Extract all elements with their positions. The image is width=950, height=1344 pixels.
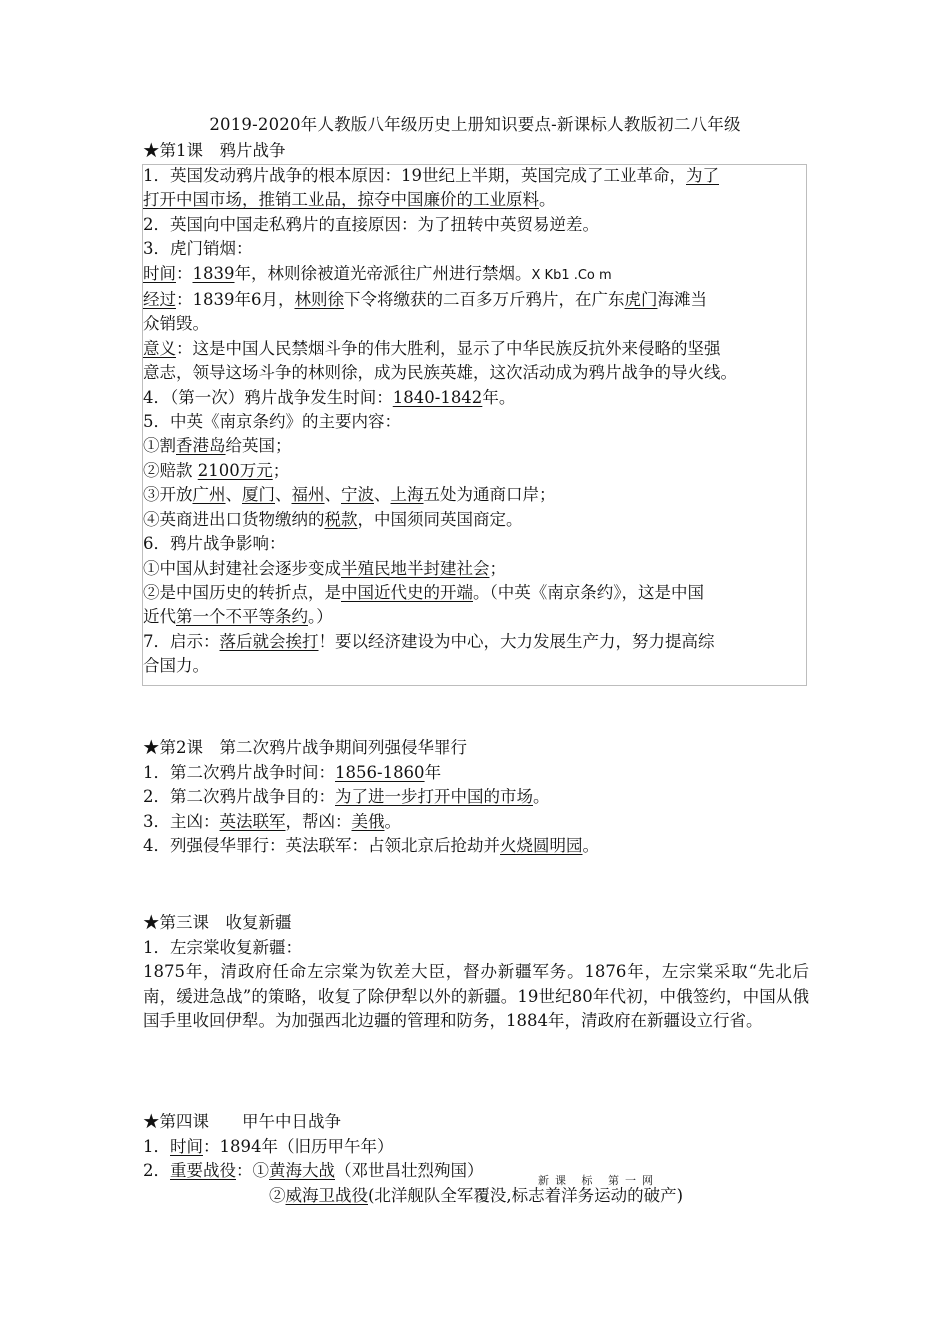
lesson1-time: 时间：1839年，林则徐被道光帝派往广州进行禁烟。X Kb1 .Co m [143, 263, 612, 283]
lesson1-content [143, 164, 811, 679]
lesson1-heading: ★第1课 鸦片战争 [143, 141, 286, 160]
lesson1-line6: 6．鸦片战争影响： [143, 534, 286, 554]
lesson1-line1: 1．英国发动鸦片战争的根本原因：19世纪上半期，英国完成了工业革命，为了 [143, 166, 719, 185]
document-title: 2019-2020年人教版八年级历史上册知识要点-新课标人教版初二八年级 [209, 115, 741, 134]
lesson3-heading: ★第三课 收复新疆 [143, 913, 292, 932]
lesson2-line4: 4．列强侵华罪行：英法联军：占领北京后抢劫并火烧圆明园。 [143, 836, 599, 856]
watermark-text: 新课 标 第一网 [538, 1174, 659, 1187]
lesson1-line7: 7．启示：落后就会挨打！要以经济建设为中心，大力发展生产力，努力提高综 [143, 631, 715, 651]
lesson2-content [143, 761, 811, 859]
lesson4-content [143, 1135, 811, 1208]
lesson4-line1: 1．时间：1894年（旧历甲午年） [143, 1137, 394, 1156]
treaty-item-4: ④英商进出口货物缴纳的税款，中国须同英国商定。 [143, 509, 523, 529]
lesson1-line4: 4．（第一次）鸦片战争发生时间：1840-1842年。 [143, 387, 516, 407]
lesson1-line3: 3．虎门销烟： [143, 239, 253, 259]
lesson1-line1-cont: 打开中国市场，推销工业品，掠夺中国廉价的工业原料。 [143, 190, 556, 210]
impact-item-2: ②是中国历史的转折点，是中国近代史的开端。（中英《南京条约》，这是中国 [143, 582, 704, 602]
lesson4-line3: ②威海卫战役(北洋舰队全军覆没,标志着洋务运动的破产) [269, 1185, 684, 1205]
treaty-item-1: ①割香港岛给英国； [143, 436, 292, 456]
lesson3-content [143, 936, 811, 1034]
treaty-item-3: ③开放广州、厦门、福州、宁波、上海五处为通商口岸； [143, 485, 556, 505]
lesson1-meaning-cont: 意志，领导这场斗争的林则徐，成为民族英雄，这次活动成为鸦片战争的导火线。 [143, 363, 737, 383]
lesson3-line1: 1．左宗棠收复新疆： [143, 938, 302, 957]
lesson1-meaning: 意义：这是中国人民禁烟斗争的伟大胜利，显示了中华民族反抗外来侵略的坚强 [143, 338, 721, 358]
lesson3-paragraph: 1875年，清政府任命左宗棠为钦差大臣，督办新疆军务。1876年，左宗棠采取“先北后南，缓进急战”的策略，收复了除伊犁以外的新疆。19世纪80年代初，中俄签约，中国从俄国手里收回伊犁。为加强西北边疆的管理和防务，1884年，清政府在新疆设立行省。 [143, 962, 809, 1031]
lesson1-line2: 2．英国向中国走私鸦片的直接原因：为了扭转中英贸易逆差。 [143, 214, 599, 234]
lesson4-line2: 2．重要战役：①黄海大战（邓世昌壮烈殉国） [143, 1161, 484, 1181]
lesson2-line1: 1．第二次鸦片战争时间：1856-1860年 [143, 763, 442, 782]
lesson4-heading: ★第四课 甲午中日战争 [143, 1112, 341, 1131]
impact-item-1: ①中国从封建社会逐步变成半殖民地半封建社会； [143, 558, 506, 578]
lesson1-line5: 5．中英《南京条约》的主要内容： [143, 412, 401, 432]
lesson2-line3: 3．主凶：英法联军，帮凶：美俄。 [143, 811, 401, 831]
lesson2-heading: ★第2课 第二次鸦片战争期间列强侵华罪行 [143, 738, 467, 757]
treaty-item-2: ②赔款 2100万元； [143, 460, 290, 480]
lesson1-line7-cont: 合国力。 [143, 656, 209, 676]
impact-item-2-cont: 近代第一个不平等条约。） [143, 607, 333, 627]
lesson2-line2: 2．第二次鸦片战争目的：为了进一步打开中国的市场。 [143, 787, 550, 807]
lesson1-process: 经过：1839年6月，林则徐下令将缴获的二百多万斤鸦片，在广东虎门海滩当 [143, 290, 707, 310]
lesson1-process-cont: 众销毁。 [143, 314, 209, 334]
site-watermark-text: X Kb1 .Co m [531, 267, 612, 283]
